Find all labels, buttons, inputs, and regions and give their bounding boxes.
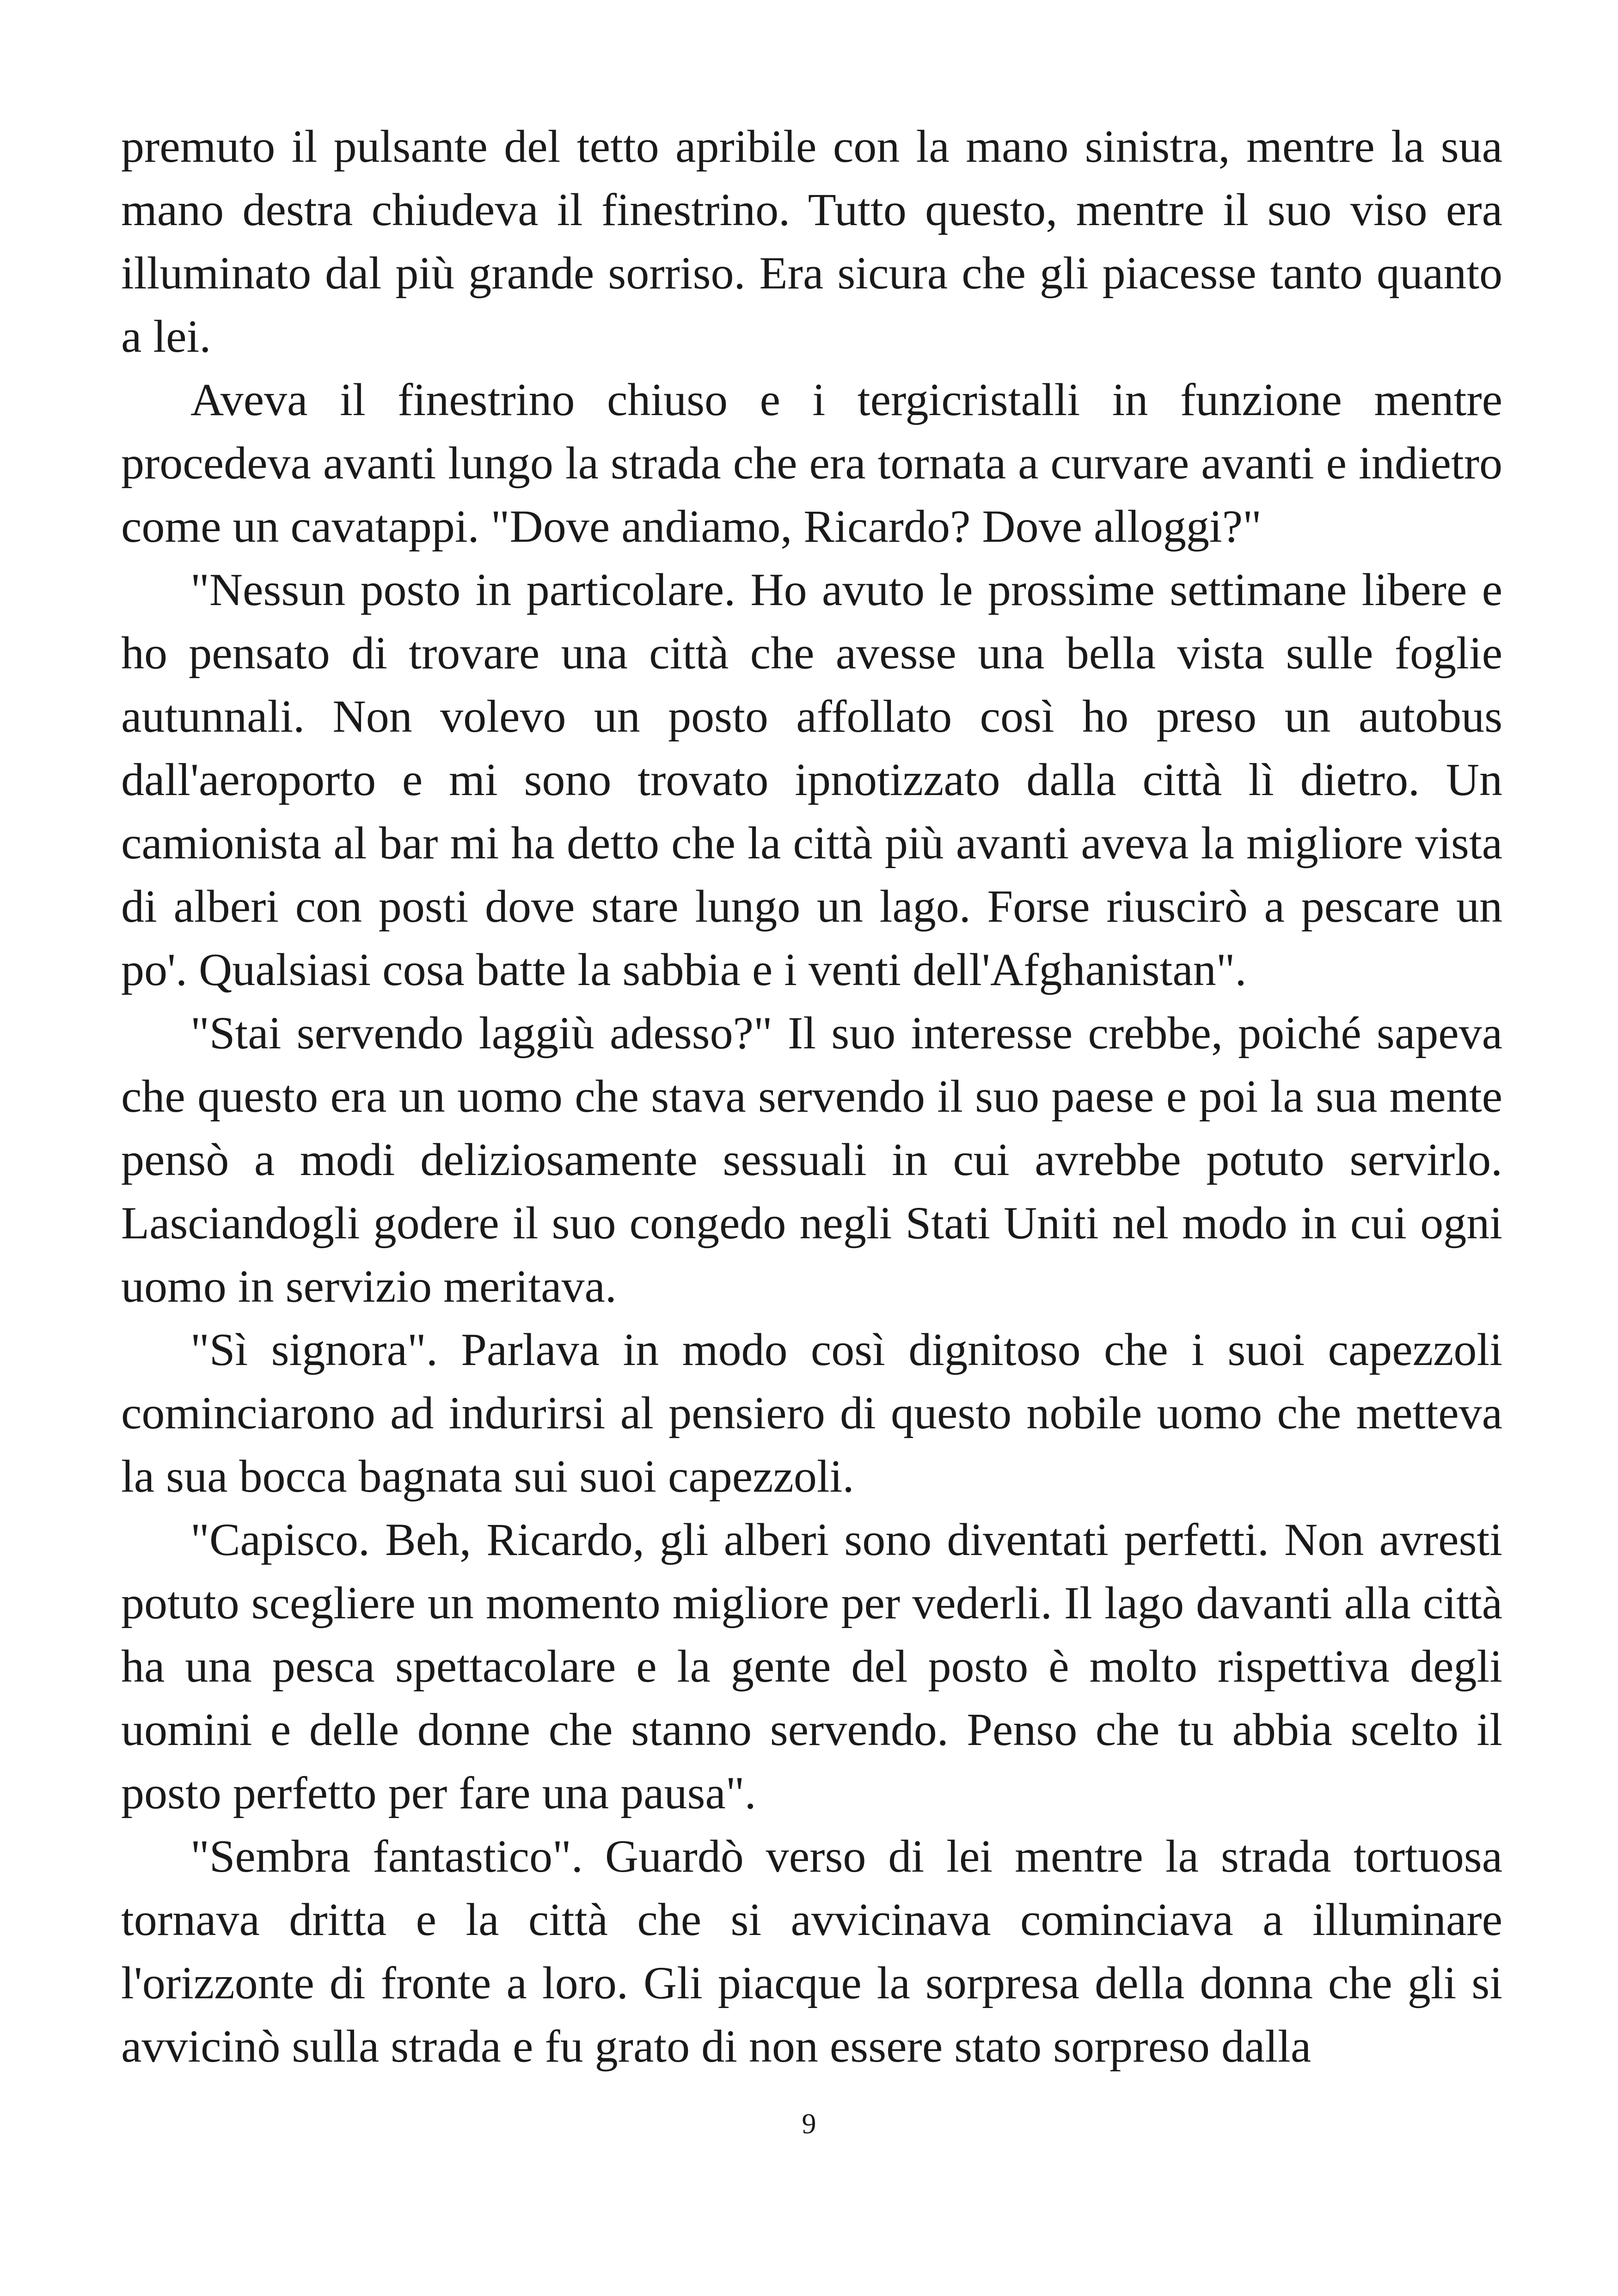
paragraph: "Nessun posto in particolare. Ho avuto le prossime settimane libere e ho pensato di trovare una città che avesse una bella vista sulle foglie autunnali. Non volevo un posto affollato così ho preso un autobus dall'aeroporto e mi sono trovato ipnotizzato dalla città lì dietro. Un camionista al bar mi ha detto che la città più avanti aveva la migliore vista di alberi con posti dove stare lungo un lago. Forse riuscirò a pescare un po'. Qualsiasi cosa batte la sabbia e i venti dell'Afghanistan". <box>121 564 1502 995</box>
paragraph: "Sembra fantastico". Guardò verso di lei mentre la strada tortuosa tornava dritta e la città che si avvicinava cominciava a illuminare l'orizzonte di fronte a loro. Gli piacque la sorpresa della donna che gli si avvicinò sulla strada e fu grato di non essere stato sorpreso dalla <box>121 1831 1502 2072</box>
paragraph: Aveva il finestrino chiuso e i tergicristalli in funzione mentre procedeva avanti lungo la strada che era tornata a curvare avanti e indietro come un cavatappi. "Dove andiamo, Ricardo? Dove alloggi?" <box>121 374 1502 552</box>
paragraph: "Sì signora". Parlava in modo così dignitoso che i suoi capezzoli cominciarono ad indurirsi al pensiero di questo nobile uomo che metteva la sua bocca bagnata sui suoi capezzoli. <box>121 1324 1502 1502</box>
paragraph: "Stai servendo laggiù adesso?" Il suo interesse crebbe, poiché sapeva che questo era un uomo che stava servendo il suo paese e poi la sua mente pensò a modi deliziosamente sessuali in cui avrebbe potuto servirlo. Lasciandogli godere il suo congedo negli Stati Uniti nel modo in cui ogni uomo in servizio meritava. <box>121 1007 1502 1312</box>
body-text <box>121 115 1502 2078</box>
page-number: 9 <box>802 2108 816 2140</box>
paragraph: "Capisco. Beh, Ricardo, gli alberi sono diventati perfetti. Non avresti potuto scegliere un momento migliore per vederli. Il lago davanti alla città ha una pesca spettacolare e la gente del posto è molto rispettiva degli uomini e delle donne che stanno servendo. Penso che tu abbia scelto il posto perfetto per fare una pausa". <box>121 1514 1502 1818</box>
paragraph-continued: premuto il pulsante del tetto apribile con la mano sinistra, mentre la sua mano destra chiudeva il finestrino. Tutto questo, mentre il suo viso era illuminato dal più grande sorriso. Era sicura che gli piacesse tanto quanto a lei. <box>121 121 1502 362</box>
